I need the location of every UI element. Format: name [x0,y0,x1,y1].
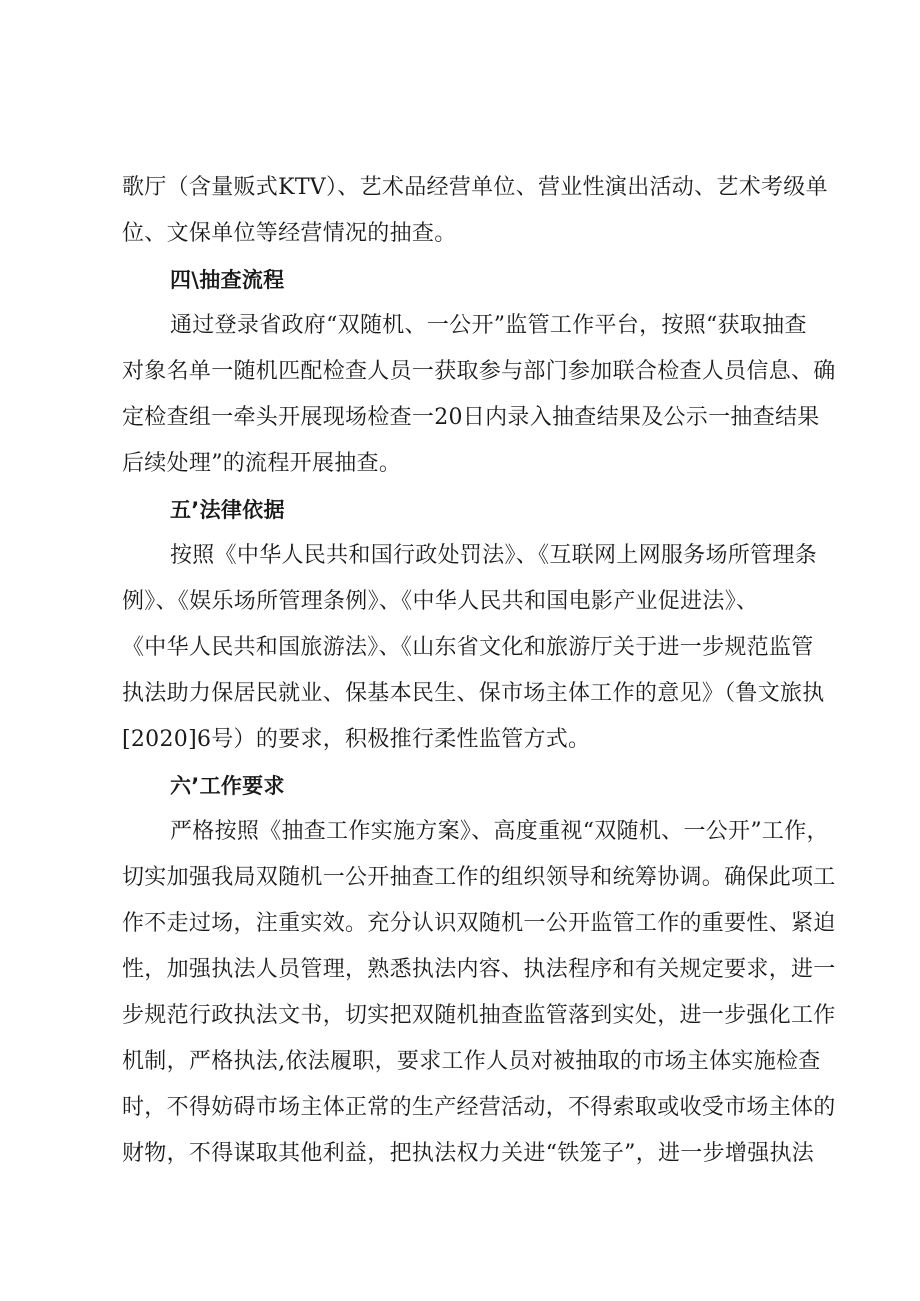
body-text-line: 位、文保单位等经营情况的抽查。 [122,221,457,246]
paragraph-first-line: 严格按照《抽查工作实施方案》、高度重视“双随机、一公开”工作， [170,819,829,844]
body-text-line: 步规范行政执法文书，切实把双随机抽查监管落到实处，进一步强化工作 [122,1003,836,1028]
body-text-line: 例》、《娱乐场所管理条例》、《中华人民共和国电影产业促进法》、 [122,589,759,614]
body-text-line: 定检查组一牵头开展现场检查一20日内录入抽查结果及公示一抽查结果 [122,405,820,430]
body-text-line: 性，加强执法人员管理，熟悉执法内容、执法程序和有关规定要求，进一 [122,957,836,982]
body-text-line: [2020]6号）的要求，积极推行柔性监管方式。 [122,727,591,752]
section-heading-legal-basis: 五’法律依据 [170,498,285,522]
body-text-line: 作不走过场，注重实效。充分认识双随机一公开监管工作的重要性、紧迫 [122,911,836,936]
section-heading-work-requirements: 六’工作要求 [170,774,285,798]
body-text-line: 执法助力保居民就业、保基本民生、保市场主体工作的意见》（鲁文旅执 [122,681,825,706]
body-text-line: 《中华人民共和国旅游法》、《山东省文化和旅游厅关于进一步规范监管 [122,635,814,660]
body-text-line: 歌厅（含量贩式KTV）、艺术品经营单位、营业性演出活动、艺术考级单 [122,175,828,200]
section-heading-procedure: 四\抽查流程 [170,268,285,292]
body-text-line: 后续处理”的流程开展抽查。 [122,451,402,476]
body-text-line: 时，不得妨碍市场主体正常的生产经营活动，不得索取或收受市场主体的 [122,1095,836,1120]
body-text-line: 切实加强我局双随机一公开抽查工作的组织领导和统筹协调。确保此项工 [122,865,836,890]
body-text-line: 机制，严格执法,依法履职，要求工作人员对被抽取的市场主体实施检查 [122,1049,821,1074]
paragraph-first-line: 按照《中华人民共和国行政处罚法》、《互联网上网服务场所管理条 [170,543,818,568]
paragraph-first-line: 通过登录省政府“双随机、一公开”监管工作平台，按照“获取抽查 [170,313,807,338]
body-text-line: 财物，不得谋取其他利益，把执法权力关进“铁笼子”，进一步增强执法 [122,1141,815,1166]
body-text-line: 对象名单一随机匹配检查人员一获取参与部门参加联合检查人员信息、确 [122,359,836,384]
